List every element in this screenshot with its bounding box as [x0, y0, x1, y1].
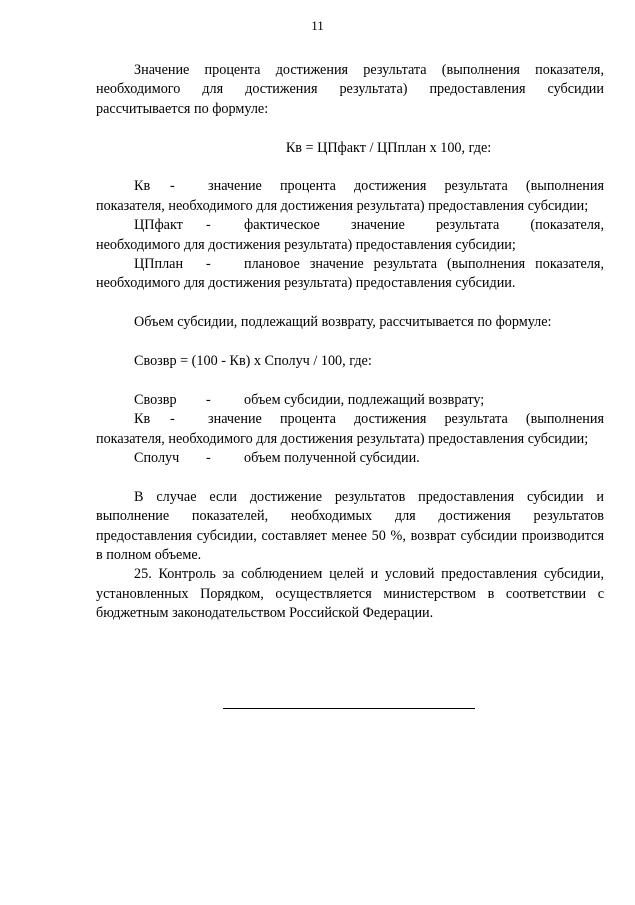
paragraph-full-refund: В случае если достижение результатов предоставления субсидии и выполнение показателей, необходимых для достижения результатов предоставления субсидии, составляет менее 50 %, возврат субсидии производится в полном объеме. [96, 488, 604, 564]
definition-dash: - [206, 256, 211, 273]
definition-cpfakt [96, 216, 604, 255]
definition-svozvr [96, 391, 604, 410]
definition-dash: - [170, 178, 175, 195]
definition-dash: - [206, 217, 211, 234]
definition-dash: - [170, 411, 175, 428]
formula-refund: Свозвр = (100 - Кв) x Сполуч / 100, где: [134, 353, 372, 370]
definition-dash: - [206, 450, 211, 467]
definition-kv [96, 177, 604, 216]
definition-continuation: необходимого для достижения результата) предоставления субсидии. [96, 275, 516, 292]
definition-continuation: показателя, необходимого для достижения результата) предоставления субсидии; [96, 430, 589, 447]
paragraph-formula-intro: Значение процента достижения результата (выполнения показателя, необходимого для достижения результата) предоставления субсидии рассчитывается по формуле: [96, 62, 604, 117]
formula-kv: Кв = ЦПфакт / ЦПплан x 100, где: [285, 139, 492, 156]
definition-term: ЦПплан [134, 256, 184, 273]
definition-kv-2 [96, 410, 604, 449]
definition-spoluch [96, 449, 604, 468]
definition-text: объем полученной субсидии. [244, 450, 420, 467]
definition-dash: - [206, 391, 211, 408]
definition-text: значение процента достижения результата (выполнения [208, 178, 604, 195]
page-number: 11 [311, 18, 324, 33]
definition-term: Свозвр [134, 391, 177, 408]
paragraph-25-control: 25. Контроль за соблюдением целей и условий предоставления субсидии, установленных Порядком, осуществляется министерством в соответствии с бюджетным законодательством Российской Федерации. [96, 566, 604, 622]
definition-continuation: показателя, необходимого для достижения результата) предоставления субсидии; [96, 197, 589, 214]
definition-term: Кв [134, 178, 151, 195]
closing-rule [223, 708, 475, 709]
definition-term: ЦПфакт [134, 217, 183, 234]
paragraph-refund-intro: Объем субсидии, подлежащий возврату, рассчитывается по формуле: [134, 314, 552, 331]
definition-text: объем субсидии, подлежащий возврату; [244, 391, 485, 408]
definition-text: фактическое значение результата (показателя, [244, 217, 604, 234]
definition-text: плановое значение результата (выполнения показателя, [244, 256, 604, 273]
page-content [96, 61, 604, 624]
definition-continuation: необходимого для достижения результата) предоставления субсидии; [96, 236, 516, 253]
definition-term: Кв [134, 411, 151, 428]
definition-cpplan [96, 255, 604, 294]
definition-term: Сполуч [134, 450, 180, 467]
definition-text: значение процента достижения результата (выполнения [208, 411, 604, 428]
